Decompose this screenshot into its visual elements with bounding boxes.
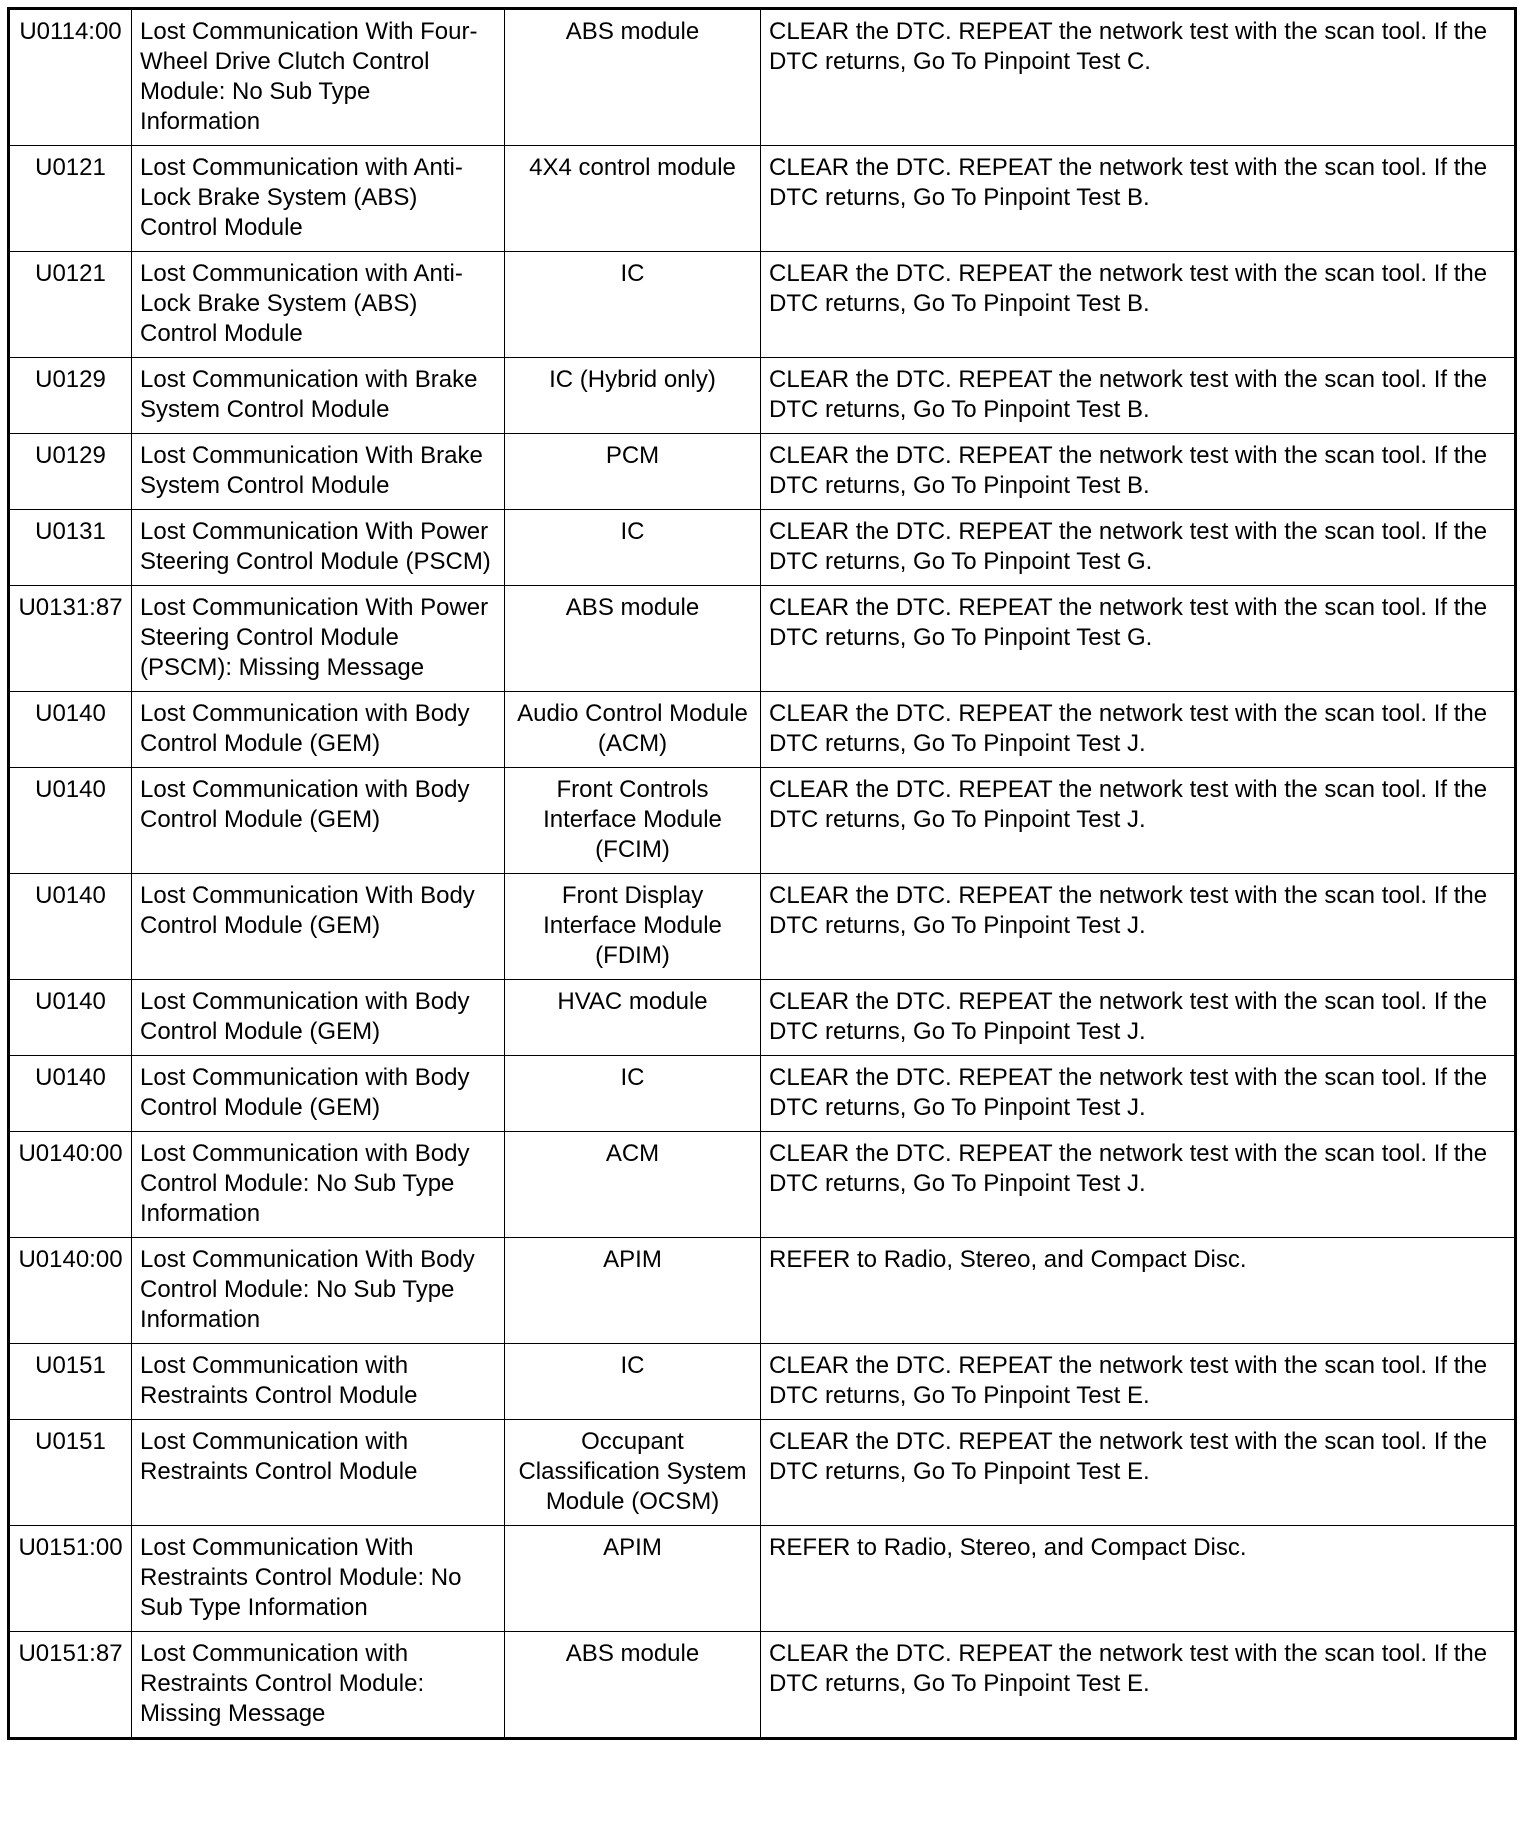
dtc-code-cell: U0140 xyxy=(9,980,132,1056)
reporting-module-cell: PCM xyxy=(505,434,761,510)
reporting-module-cell: Front Controls Interface Module (FCIM) xyxy=(505,768,761,874)
dtc-code-cell: U0129 xyxy=(9,434,132,510)
dtc-code-cell: U0140 xyxy=(9,768,132,874)
reporting-module-cell: ABS module xyxy=(505,1632,761,1739)
dtc-description-cell: Lost Communication with Anti-Lock Brake System (ABS) Control Module xyxy=(132,252,505,358)
dtc-description-cell: Lost Communication With Brake System Control Module xyxy=(132,434,505,510)
reporting-module-cell: Occupant Classification System Module (OCSM) xyxy=(505,1420,761,1526)
dtc-code-cell: U0131 xyxy=(9,510,132,586)
table-row xyxy=(9,510,1516,586)
action-cell: CLEAR the DTC. REPEAT the network test with the scan tool. If the DTC returns, Go To Pinpoint Test E. xyxy=(761,1344,1516,1420)
action-cell: CLEAR the DTC. REPEAT the network test with the scan tool. If the DTC returns, Go To Pinpoint Test J. xyxy=(761,768,1516,874)
table-row xyxy=(9,1056,1516,1132)
reporting-module-cell: IC xyxy=(505,1344,761,1420)
action-cell: CLEAR the DTC. REPEAT the network test with the scan tool. If the DTC returns, Go To Pinpoint Test B. xyxy=(761,434,1516,510)
dtc-description-cell: Lost Communication with Restraints Control Module xyxy=(132,1344,505,1420)
reporting-module-cell: ABS module xyxy=(505,9,761,146)
action-cell: CLEAR the DTC. REPEAT the network test with the scan tool. If the DTC returns, Go To Pinpoint Test G. xyxy=(761,510,1516,586)
action-cell: REFER to Radio, Stereo, and Compact Disc. xyxy=(761,1526,1516,1632)
action-cell: CLEAR the DTC. REPEAT the network test with the scan tool. If the DTC returns, Go To Pinpoint Test J. xyxy=(761,874,1516,980)
table-row xyxy=(9,358,1516,434)
reporting-module-cell: 4X4 control module xyxy=(505,146,761,252)
dtc-code-cell: U0151 xyxy=(9,1344,132,1420)
table-row xyxy=(9,692,1516,768)
dtc-description-cell: Lost Communication with Body Control Module (GEM) xyxy=(132,980,505,1056)
action-cell: CLEAR the DTC. REPEAT the network test with the scan tool. If the DTC returns, Go To Pinpoint Test B. xyxy=(761,358,1516,434)
dtc-code-cell: U0121 xyxy=(9,252,132,358)
dtc-description-cell: Lost Communication with Body Control Module (GEM) xyxy=(132,1056,505,1132)
action-cell: CLEAR the DTC. REPEAT the network test with the scan tool. If the DTC returns, Go To Pinpoint Test C. xyxy=(761,9,1516,146)
action-cell: CLEAR the DTC. REPEAT the network test with the scan tool. If the DTC returns, Go To Pinpoint Test E. xyxy=(761,1420,1516,1526)
action-cell: CLEAR the DTC. REPEAT the network test with the scan tool. If the DTC returns, Go To Pinpoint Test B. xyxy=(761,146,1516,252)
dtc-code-cell: U0140 xyxy=(9,874,132,980)
dtc-description-cell: Lost Communication With Power Steering Control Module (PSCM) xyxy=(132,510,505,586)
dtc-description-cell: Lost Communication with Restraints Control Module xyxy=(132,1420,505,1526)
reporting-module-cell: APIM xyxy=(505,1238,761,1344)
dtc-code-cell: U0114:00 xyxy=(9,9,132,146)
dtc-description-cell: Lost Communication with Brake System Control Module xyxy=(132,358,505,434)
table-row xyxy=(9,586,1516,692)
reporting-module-cell: IC xyxy=(505,1056,761,1132)
reporting-module-cell: HVAC module xyxy=(505,980,761,1056)
dtc-code-cell: U0140 xyxy=(9,692,132,768)
dtc-table-body xyxy=(9,9,1516,1739)
dtc-description-cell: Lost Communication With Four-Wheel Drive Clutch Control Module: No Sub Type Information xyxy=(132,9,505,146)
table-row xyxy=(9,1238,1516,1344)
dtc-description-cell: Lost Communication With Power Steering Control Module (PSCM): Missing Message xyxy=(132,586,505,692)
reporting-module-cell: IC xyxy=(505,510,761,586)
action-cell: CLEAR the DTC. REPEAT the network test with the scan tool. If the DTC returns, Go To Pinpoint Test B. xyxy=(761,252,1516,358)
table-row xyxy=(9,1420,1516,1526)
reporting-module-cell: IC xyxy=(505,252,761,358)
dtc-description-cell: Lost Communication With Body Control Module (GEM) xyxy=(132,874,505,980)
dtc-code-cell: U0140 xyxy=(9,1056,132,1132)
table-row xyxy=(9,1344,1516,1420)
action-cell: CLEAR the DTC. REPEAT the network test with the scan tool. If the DTC returns, Go To Pinpoint Test G. xyxy=(761,586,1516,692)
action-cell: CLEAR the DTC. REPEAT the network test with the scan tool. If the DTC returns, Go To Pinpoint Test J. xyxy=(761,980,1516,1056)
table-row xyxy=(9,874,1516,980)
dtc-code-cell: U0151 xyxy=(9,1420,132,1526)
table-row xyxy=(9,146,1516,252)
action-cell: REFER to Radio, Stereo, and Compact Disc. xyxy=(761,1238,1516,1344)
table-row xyxy=(9,9,1516,146)
dtc-description-cell: Lost Communication with Body Control Module: No Sub Type Information xyxy=(132,1132,505,1238)
dtc-code-cell: U0140:00 xyxy=(9,1238,132,1344)
dtc-code-cell: U0140:00 xyxy=(9,1132,132,1238)
dtc-code-cell: U0129 xyxy=(9,358,132,434)
table-row xyxy=(9,252,1516,358)
table-row xyxy=(9,1526,1516,1632)
table-row xyxy=(9,1132,1516,1238)
dtc-table xyxy=(7,7,1517,1740)
dtc-description-cell: Lost Communication with Restraints Control Module: Missing Message xyxy=(132,1632,505,1739)
dtc-description-cell: Lost Communication with Body Control Module (GEM) xyxy=(132,768,505,874)
action-cell: CLEAR the DTC. REPEAT the network test with the scan tool. If the DTC returns, Go To Pinpoint Test E. xyxy=(761,1632,1516,1739)
dtc-code-cell: U0131:87 xyxy=(9,586,132,692)
dtc-code-cell: U0121 xyxy=(9,146,132,252)
action-cell: CLEAR the DTC. REPEAT the network test with the scan tool. If the DTC returns, Go To Pinpoint Test J. xyxy=(761,1132,1516,1238)
table-row xyxy=(9,980,1516,1056)
action-cell: CLEAR the DTC. REPEAT the network test with the scan tool. If the DTC returns, Go To Pinpoint Test J. xyxy=(761,1056,1516,1132)
table-row xyxy=(9,768,1516,874)
reporting-module-cell: ACM xyxy=(505,1132,761,1238)
dtc-code-cell: U0151:00 xyxy=(9,1526,132,1632)
reporting-module-cell: Front Display Interface Module (FDIM) xyxy=(505,874,761,980)
dtc-description-cell: Lost Communication with Anti-Lock Brake System (ABS) Control Module xyxy=(132,146,505,252)
table-row xyxy=(9,1632,1516,1739)
dtc-description-cell: Lost Communication with Body Control Module (GEM) xyxy=(132,692,505,768)
reporting-module-cell: Audio Control Module (ACM) xyxy=(505,692,761,768)
dtc-code-cell: U0151:87 xyxy=(9,1632,132,1739)
reporting-module-cell: IC (Hybrid only) xyxy=(505,358,761,434)
dtc-description-cell: Lost Communication With Body Control Module: No Sub Type Information xyxy=(132,1238,505,1344)
reporting-module-cell: ABS module xyxy=(505,586,761,692)
table-row xyxy=(9,434,1516,510)
action-cell: CLEAR the DTC. REPEAT the network test with the scan tool. If the DTC returns, Go To Pinpoint Test J. xyxy=(761,692,1516,768)
dtc-description-cell: Lost Communication With Restraints Control Module: No Sub Type Information xyxy=(132,1526,505,1632)
reporting-module-cell: APIM xyxy=(505,1526,761,1632)
